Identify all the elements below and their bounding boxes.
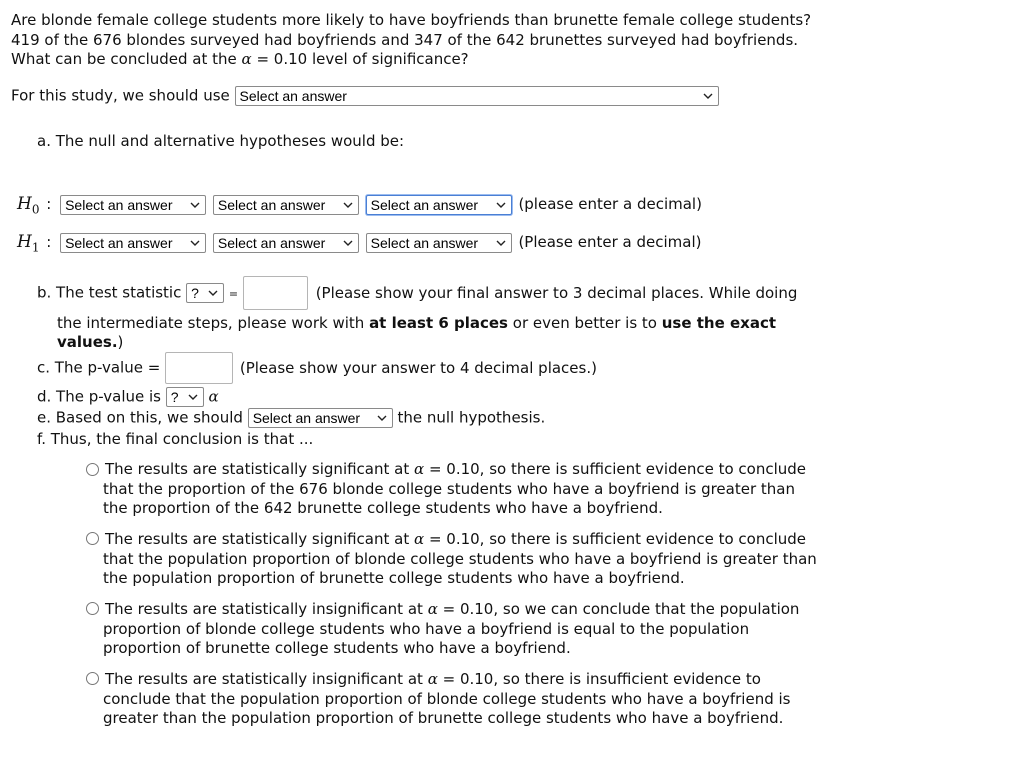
option-text: = 0.10, so there is sufficient evidence to conclude (428, 460, 806, 478)
option-text: = 0.10, so there is sufficient evidence to conclude (428, 530, 806, 548)
radio-button[interactable] (86, 672, 99, 685)
option-line-1 (105, 460, 806, 480)
test-statistic-input[interactable] (243, 276, 308, 310)
h0-note: (please enter a decimal) (518, 195, 702, 213)
part-d-prefix: d. The p-value is (37, 387, 161, 406)
conclusion-option-text (103, 460, 806, 519)
question-line-3-suffix: = 0.10 level of significance? (256, 50, 469, 68)
question-line-3-prefix: What can be concluded at the (11, 50, 237, 68)
part-c-row (37, 352, 597, 384)
chevron-down-icon (190, 202, 200, 208)
question-line-1: Are blonde female college students more likely to have boyfriends than brunette female college students? (11, 11, 812, 29)
decision-select[interactable] (248, 408, 393, 428)
h1-subscript: 1 (31, 240, 40, 255)
h0-value-select-value: Select an answer (370, 196, 479, 213)
part-e-prefix: e. Based on this, we should (37, 408, 243, 427)
part-f-label: f. Thus, the final conclusion is that ... (37, 430, 314, 448)
chevron-down-icon (188, 394, 198, 400)
h0-row (17, 194, 702, 216)
h0-operator-select[interactable] (213, 195, 359, 215)
h1-label (17, 232, 40, 255)
p-value-comparison-select-value: ? (170, 389, 179, 405)
radio-button[interactable] (86, 532, 99, 545)
h0-parameter-select-value: Select an answer (65, 196, 173, 213)
h0-subscript: 0 (31, 202, 40, 217)
part-e-suffix: the null hypothesis. (397, 408, 546, 427)
h0-symbol: H (17, 194, 32, 214)
part-b-note-line-2 (57, 314, 776, 333)
study-row (11, 86, 719, 106)
question-text (11, 11, 1011, 70)
part-b-note-bold-3: values. (57, 333, 118, 351)
option-text: The results are statistically significant at (105, 460, 410, 478)
study-method-select[interactable] (235, 86, 719, 106)
h1-value-select[interactable] (366, 233, 512, 253)
part-c-note: (Please show your answer to 4 decimal places.) (239, 358, 597, 377)
option-line-1 (105, 600, 799, 620)
radio-button[interactable] (86, 602, 99, 615)
option-text: The results are statistically insignificant at (105, 670, 423, 688)
option-text: = 0.10, so there is insufficient evidence to (442, 670, 761, 688)
alpha-symbol: α (414, 460, 425, 478)
part-b-note-line-1: (Please show your final answer to 3 decimal places. While doing (315, 283, 798, 302)
chevron-down-icon (343, 240, 353, 246)
h1-parameter-select[interactable] (60, 233, 206, 253)
h0-value-select[interactable] (366, 195, 512, 215)
test-statistic-equals: = (228, 287, 239, 301)
part-b-row (37, 276, 797, 310)
h1-value-select-value: Select an answer (370, 234, 479, 251)
part-b-note-line-3 (57, 333, 776, 352)
chevron-down-icon (703, 93, 713, 99)
option-text: The results are statistically significant at (105, 530, 410, 548)
part-b-note-bold-2: use the exact (661, 314, 777, 332)
part-b-note-text-b: or even better is to (508, 314, 662, 332)
h0-label (17, 194, 40, 217)
part-b-prefix: b. The test statistic (37, 283, 182, 302)
h1-colon: : (46, 233, 52, 251)
p-value-input[interactable] (165, 352, 233, 384)
alpha-symbol: α (241, 50, 252, 68)
h0-parameter-select[interactable] (60, 195, 206, 215)
h1-operator-select[interactable] (213, 233, 359, 253)
decision-select-value: Select an answer (252, 410, 361, 426)
study-prefix: For this study, we should use (11, 86, 230, 105)
option-line-2: that the population proportion of blonde college students who have a boyfriend is greater than (103, 549, 817, 568)
part-b-note-text-a: the intermediate steps, please work with (57, 314, 370, 332)
part-b-note-bold-1: at least 6 places (369, 314, 508, 332)
test-statistic-select-value: ? (191, 285, 199, 301)
alpha-symbol: α (208, 387, 219, 406)
option-text: The results are statistically insignificant at (105, 600, 423, 618)
option-line-3: proportion of brunette college students who have a boyfriend. (103, 639, 571, 657)
conclusion-option-text (103, 670, 790, 729)
alpha-symbol: α (427, 670, 438, 688)
conclusion-option-text (103, 530, 817, 589)
h1-note: (Please enter a decimal) (518, 233, 702, 251)
p-value-comparison-select[interactable] (166, 387, 204, 407)
option-line-3: the population proportion of brunette college students who have a boyfriend. (103, 569, 685, 587)
chevron-down-icon (496, 202, 506, 208)
option-line-3: greater than the population proportion of brunette college students who have a boyfriend. (103, 709, 784, 727)
radio-button[interactable] (86, 463, 99, 476)
h0-operator-select-value: Select an answer (217, 196, 326, 213)
test-statistic-select[interactable] (186, 283, 224, 303)
option-line-2: that the proportion of the 676 blonde college students who have a boyfriend is greater than (103, 479, 795, 498)
h1-row (17, 232, 701, 254)
option-line-2: proportion of blonde college students who have a boyfriend is equal to the population (103, 619, 750, 638)
option-text: = 0.10, so we can conclude that the population (442, 600, 800, 618)
part-a-label: a. The null and alternative hypotheses would be: (37, 132, 405, 150)
alpha-symbol: α (427, 600, 438, 618)
chevron-down-icon (377, 415, 387, 421)
option-line-1 (105, 530, 817, 550)
question-line-2: 419 of the 676 blondes surveyed had boyfriends and 347 of the 642 brunettes surveyed had boyfriends. (11, 30, 799, 49)
option-line-2: conclude that the population proportion of blonde college students who have a boyfriend is (103, 689, 791, 708)
chevron-down-icon (343, 202, 353, 208)
question-line-3 (11, 50, 1011, 70)
part-e-row (37, 408, 545, 428)
chevron-down-icon (496, 240, 506, 246)
h0-colon: : (46, 195, 52, 213)
option-line-3: the proportion of the 642 brunette college students who have a boyfriend. (103, 499, 663, 517)
part-b-note-close-paren: ) (117, 333, 124, 351)
alpha-symbol: α (414, 530, 425, 548)
part-b-note (57, 314, 776, 352)
chevron-down-icon (190, 240, 200, 246)
conclusion-option-text (103, 600, 799, 659)
h1-symbol: H (17, 232, 32, 252)
h1-operator-select-value: Select an answer (217, 234, 326, 251)
part-d-row (37, 387, 219, 407)
chevron-down-icon (208, 290, 218, 296)
h1-parameter-select-value: Select an answer (65, 234, 173, 251)
study-method-select-value: Select an answer (239, 88, 347, 104)
option-line-1 (105, 670, 790, 690)
part-c-prefix: c. The p-value = (37, 358, 161, 377)
